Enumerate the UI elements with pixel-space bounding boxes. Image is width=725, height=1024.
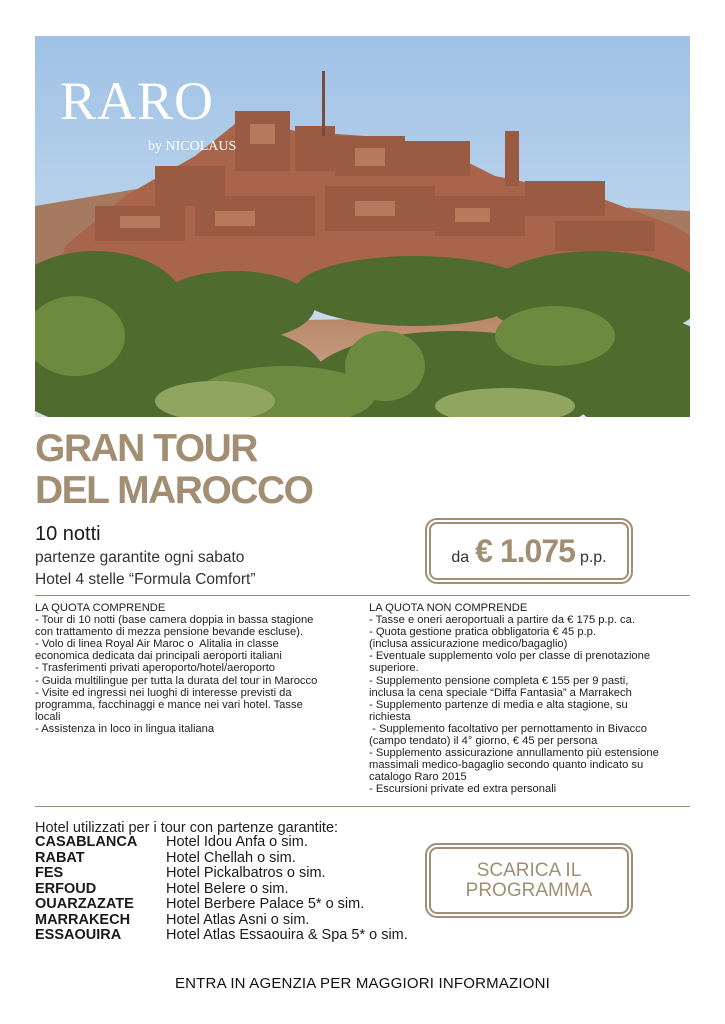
price-suffix: p.p. xyxy=(579,549,607,566)
tour-departures xyxy=(35,549,244,567)
brand-name: RARO xyxy=(60,71,215,131)
excluded-line: - Supplemento assicurazione annullamento più estensione xyxy=(369,747,659,760)
download-program-button[interactable] xyxy=(425,843,633,918)
page-title xyxy=(35,428,312,512)
included-line: - Tour di 10 notti (base camera doppia in bassa stagione xyxy=(35,614,314,627)
hotel-city: OUARZAZATE xyxy=(35,896,134,912)
hotel-row xyxy=(35,913,408,929)
excluded-line: (campo tendato) il 4° giorno, € 45 per persona xyxy=(369,735,598,748)
excluded-section xyxy=(369,602,694,796)
excluded-line: - Supplemento partenze di media e alta stagione, su xyxy=(369,698,628,711)
hotel-row xyxy=(35,897,408,913)
price-amount: € 1.075 xyxy=(475,532,575,569)
included-line: locali xyxy=(35,710,61,723)
hotel-row xyxy=(35,882,408,898)
hotel-name: Hotel Pickalbatros o sim. xyxy=(166,865,326,881)
footer-cta: ENTRA IN AGENZIA PER MAGGIORI INFORMAZIONI xyxy=(174,975,551,992)
included-list xyxy=(35,614,360,735)
hotel-name: Hotel Atlas Asni o sim. xyxy=(166,911,310,928)
departures-prefix: partenze garantite ogni xyxy=(35,549,198,566)
hotel-row xyxy=(35,835,408,851)
excluded-line: - Supplemento facoltativo per pernottamento in Bivacco xyxy=(369,722,647,735)
excluded-line: superiore. xyxy=(369,662,419,675)
brand-logo xyxy=(60,62,235,162)
excluded-line: - Escursioni private ed extra personali xyxy=(369,783,557,796)
divider-top xyxy=(35,595,690,596)
included-heading: LA QUOTA COMPRENDE xyxy=(35,602,166,614)
included-line: - Assistenza in loco in lingua italiana xyxy=(35,722,215,735)
hotel-name: Hotel Chellah o sim. xyxy=(166,849,296,866)
hotel-city: MARRAKECH xyxy=(35,911,131,928)
included-line: - Volo di linea Royal Air Maroc o Alitalia in classe xyxy=(35,638,279,651)
download-label-2: PROGRAMMA xyxy=(465,879,593,901)
hotel-city: ESSAOUIRA xyxy=(35,927,122,943)
excluded-line: - Tasse e oneri aeroportuali a partire da € 175 p.p. ca. xyxy=(369,614,635,627)
included-line: economica dedicata dai principali aeroporti italiani xyxy=(35,650,282,663)
excluded-line: massimali medico-bagaglio secondo quanto indicato su xyxy=(369,759,644,772)
hotels-intro: Hotel utilizzati per i tour con partenze garantite: xyxy=(35,820,339,836)
tour-hotel-class: Hotel 4 stelle “Formula Comfort” xyxy=(35,571,256,588)
hotels-list xyxy=(35,835,408,944)
excluded-heading: LA QUOTA NON COMPRENDE xyxy=(369,602,528,614)
hotel-name: Hotel Belere o sim. xyxy=(166,880,289,897)
hotel-city: CASABLANCA xyxy=(35,834,138,850)
hotel-name: Hotel Idou Anfa o sim. xyxy=(166,834,308,850)
divider-bottom xyxy=(35,806,690,807)
included-line: - Trasferimenti privati aperoporto/hotel/aeroporto xyxy=(35,662,276,675)
excluded-line: - Supplemento pensione completa € 155 per 9 pasti, xyxy=(369,674,629,687)
included-line: - Guida multilingue per tutta la durata del tour in Marocco xyxy=(35,674,318,687)
title-line-1: GRAN TOUR xyxy=(35,427,257,470)
included-line: con trattamento di mezza pensione bevande escluse). xyxy=(35,626,304,639)
included-line: programma, facchinaggi e mance nei vari hotel. Tasse xyxy=(35,698,303,711)
brand-sub: by NICOLAUS xyxy=(148,139,237,154)
hotel-row xyxy=(35,851,408,867)
hotel-name: Hotel Atlas Essaouira & Spa 5* o sim. xyxy=(166,927,408,943)
excluded-line: - Eventuale supplemento volo per classe di prenotazione xyxy=(369,650,651,663)
hotel-city: RABAT xyxy=(35,849,85,866)
hotel-row xyxy=(35,928,408,944)
excluded-list xyxy=(369,614,694,795)
hotel-name: Hotel Berbere Palace 5* o sim. xyxy=(166,896,365,912)
hotel-row xyxy=(35,866,408,882)
hotel-city: ERFOUD xyxy=(35,880,97,897)
excluded-line: (inclusa assicurazione medico/bagaglio) xyxy=(369,638,568,651)
excluded-line: - Quota gestione pratica obbligatoria € 45 p.p. xyxy=(369,626,597,639)
excluded-line: richiesta xyxy=(369,710,411,723)
download-label-1: SCARICA IL xyxy=(476,859,582,881)
excluded-line: inclusa la cena speciale “Diffa Fantasia” a Marrakech xyxy=(369,686,632,699)
included-line: - Visite ed ingressi nei luoghi di interesse previsti da xyxy=(35,686,292,699)
price-box xyxy=(425,518,633,584)
departures-day: sabato xyxy=(197,549,245,566)
excluded-line: catalogo Raro 2015 xyxy=(369,771,467,784)
price-prefix: da xyxy=(451,549,470,566)
tour-nights: 10 notti xyxy=(35,523,101,545)
title-line-2: DEL MAROCCO xyxy=(35,469,313,512)
hotel-city: FES xyxy=(35,865,64,881)
included-section xyxy=(35,602,360,735)
